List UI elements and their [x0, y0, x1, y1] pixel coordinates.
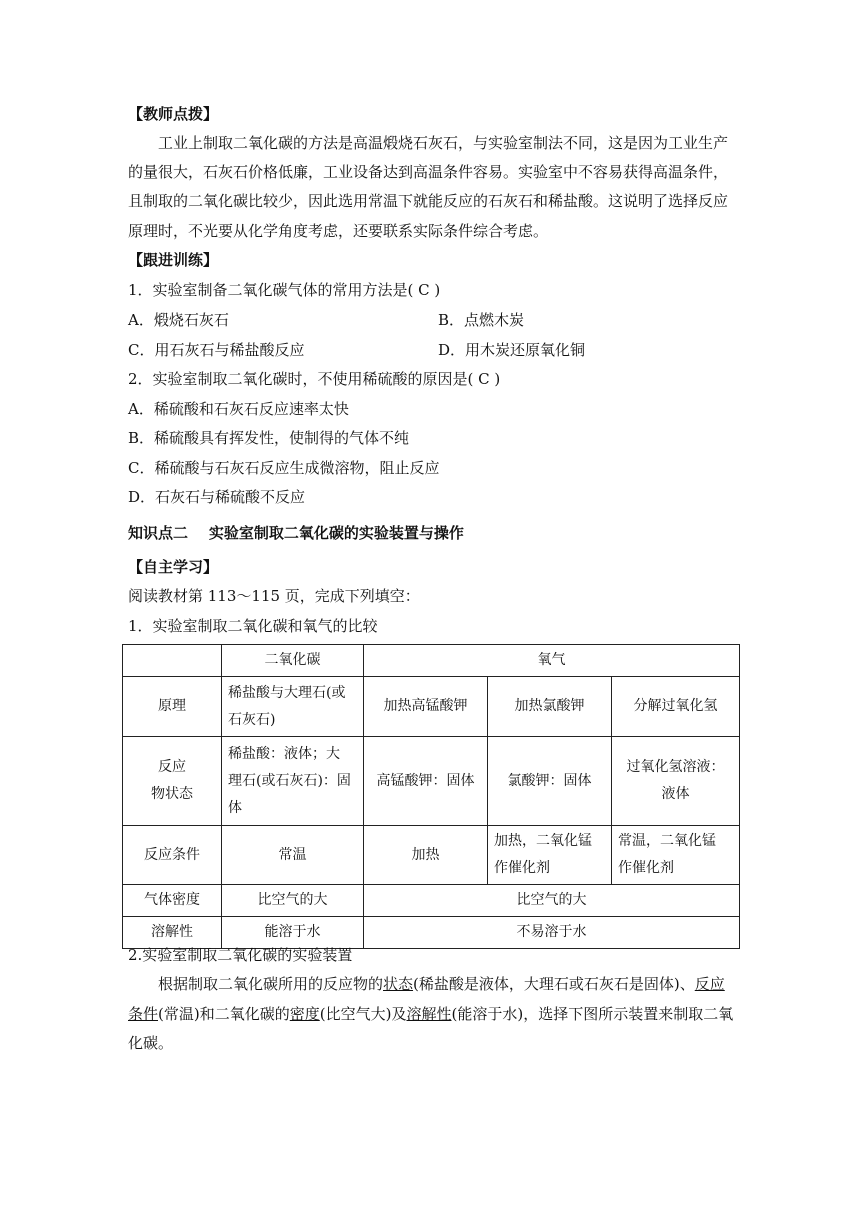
text-span: (比空气大)及	[319, 1005, 407, 1023]
table-row-label: 气体密度	[123, 885, 222, 917]
cell-line: 作催化剂	[494, 860, 550, 876]
table-cell: 氯酸钾：固体	[488, 737, 612, 826]
option-d: D．石灰石与稀硫酸不反应	[128, 488, 306, 506]
teacher-tips-heading: 【教师点拨】	[128, 105, 219, 123]
table-cell: 常温	[222, 826, 364, 885]
paragraph-line	[128, 1004, 733, 1024]
table-header-cell: 二氧化碳	[222, 645, 364, 677]
cell-line: 理石(或石灰石)：固	[228, 772, 351, 789]
underlined-term: 条件	[128, 1005, 159, 1023]
comparison-item-title: 1．实验室制取二氧化碳和氧气的比较	[128, 617, 378, 635]
self-study-heading: 【自主学习】	[128, 558, 219, 576]
table-row-label: 原理	[123, 677, 222, 737]
table-header-row	[123, 645, 740, 677]
cell-line: 作催化剂	[618, 860, 674, 876]
table-cell: 比空气的大	[364, 885, 740, 917]
underlined-term: 状态	[383, 975, 414, 993]
table-cell: 分解过氧化氢	[612, 677, 740, 737]
table-cell	[488, 826, 612, 885]
comparison-table	[122, 644, 740, 949]
cell-line: 物状态	[151, 786, 193, 802]
text-span: (常温)和二氧化碳的	[158, 1005, 290, 1023]
underlined-term: 反应	[694, 975, 725, 993]
table-cell	[612, 826, 740, 885]
option-b: B．稀硫酸具有挥发性，使制得的气体不纯	[128, 429, 410, 447]
option-b: B．点燃木炭	[438, 311, 525, 329]
cell-line: 稀盐酸与大理石(或	[228, 684, 346, 701]
table-row	[123, 917, 740, 949]
text-span: (能溶于水)，选择下图所示装置来制取二氧	[451, 1005, 734, 1023]
table-cell: 加热高锰酸钾	[364, 677, 488, 737]
paragraph-line	[158, 974, 725, 994]
table-row-label: 反应条件	[123, 826, 222, 885]
table-row	[123, 885, 740, 917]
option-a: A．煅烧石灰石	[128, 311, 229, 329]
table-cell: 不易溶于水	[364, 917, 740, 949]
table-cell: 加热氯酸钾	[488, 677, 612, 737]
table-header-cell: 氧气	[364, 645, 740, 677]
option-c: C．稀硫酸与石灰石反应生成微溶物，阻止反应	[128, 459, 440, 477]
paragraph-line: 化碳。	[128, 1034, 174, 1052]
cell-line: 稀盐酸：液体；大	[228, 745, 340, 762]
cell-line: 常温，二氧化锰	[618, 833, 716, 849]
paragraph-line: 且制取的二氧化碳比较少，因此选用常温下就能反应的石灰石和稀盐酸。这说明了选择反应	[128, 192, 729, 210]
option-d: D．用木炭还原氧化铜	[438, 341, 586, 359]
table-cell: 能溶于水	[222, 917, 364, 949]
question-2: 2．实验室制取二氧化碳时，不使用稀硫酸的原因是( C )	[128, 370, 501, 388]
knowledge-point-heading: 知识点二 实验室制取二氧化碳的实验装置与操作	[128, 524, 464, 542]
q1-option-row	[128, 310, 525, 330]
table-row-label	[123, 737, 222, 826]
table-cell	[222, 737, 364, 826]
table-cell: 加热	[364, 826, 488, 885]
cell-line: 石灰石)	[228, 711, 276, 728]
cell-line: 加热，二氧化锰	[494, 833, 592, 849]
cell-line: 过氧化氢溶液：	[626, 759, 725, 775]
text-span: (稀盐酸是液体，大理石或石灰石是固体)、	[413, 975, 695, 993]
table-cell	[222, 677, 364, 737]
table-cell: 比空气的大	[222, 885, 364, 917]
cell-line: 液体	[661, 786, 690, 802]
option-c: C．用石灰石与稀盐酸反应	[128, 341, 305, 359]
table-row-label: 溶解性	[123, 917, 222, 949]
table-cell	[123, 645, 222, 677]
table-row	[123, 737, 740, 826]
follow-up-training-heading: 【跟进训练】	[128, 251, 219, 269]
option-a: A．稀硫酸和石灰石反应速率太快	[128, 400, 349, 418]
cell-line: 体	[228, 799, 242, 816]
paragraph-line: 工业上制取二氧化碳的方法是高温煅烧石灰石，与实验室制法不同，这是因为工业生产	[158, 134, 729, 152]
table-row	[123, 826, 740, 885]
table-cell	[612, 737, 740, 826]
paragraph-line: 原理时，不光要从化学角度考虑，还要联系实际条件综合考虑。	[128, 222, 549, 240]
reading-instruction: 阅读教材第 113～115 页，完成下列填空：	[128, 587, 420, 605]
underlined-term: 密度	[289, 1005, 320, 1023]
question-1: 1．实验室制备二氧化碳气体的常用方法是( C )	[128, 281, 441, 299]
table-row	[123, 677, 740, 737]
paragraph-line: 的量很大，石灰石价格低廉，工业设备达到高温条件容易。实验室中不容易获得高温条件，	[128, 163, 729, 181]
apparatus-item-title: 2.实验室制取二氧化碳的实验装置	[128, 946, 353, 964]
underlined-term: 溶解性	[406, 1005, 452, 1023]
q1-option-row	[128, 340, 586, 360]
cell-line: 反应	[158, 759, 186, 775]
table-cell: 高锰酸钾：固体	[364, 737, 488, 826]
text-span: 根据制取二氧化碳所用的反应物的	[158, 975, 384, 993]
